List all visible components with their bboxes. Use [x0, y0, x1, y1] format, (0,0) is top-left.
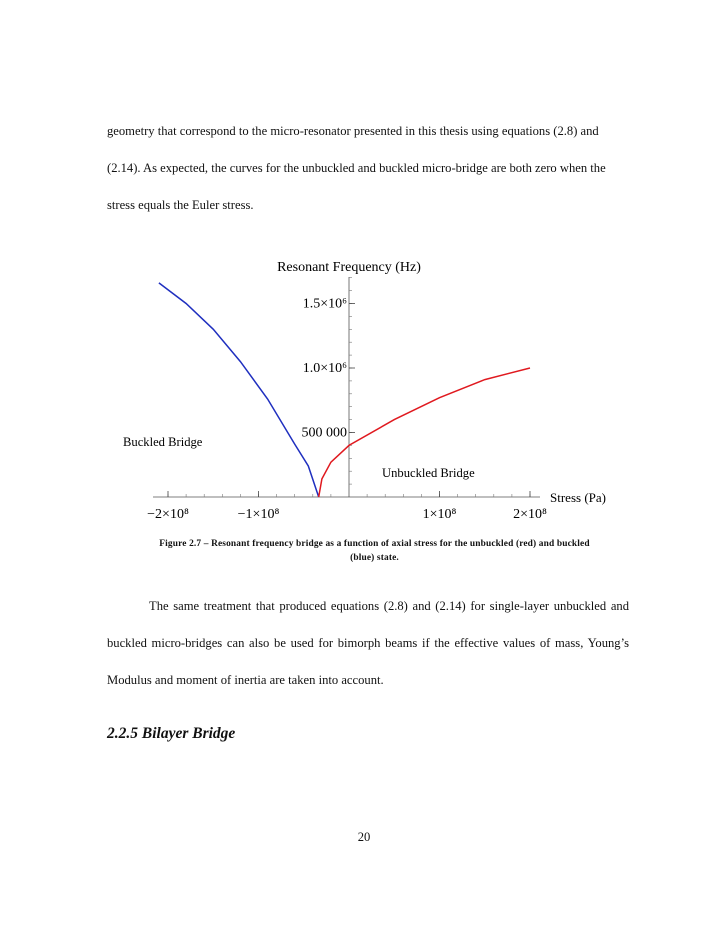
annotation-unbuckled-bridge: Unbuckled Bridge: [382, 466, 475, 480]
caption-line-1: Figure 2.7 – Resonant frequency bridge as a function of axial stress for the unbuckled (red) and buckled: [159, 539, 590, 549]
chart-title: Resonant Frequency (Hz): [277, 260, 421, 275]
x-tick-label: 2×10⁸: [513, 507, 547, 522]
body-paragraph-2: [107, 588, 629, 699]
x-tick-label: −2×10⁸: [147, 507, 189, 522]
page-number: 20: [357, 830, 371, 844]
series-buckled-line: [159, 283, 319, 497]
section-heading: 2.2.5 Bilayer Bridge: [107, 725, 236, 742]
x-axis-label: Stress (Pa): [550, 490, 606, 505]
y-minor-ticks: [349, 278, 352, 484]
y-tick-label: 1.0×10⁶: [302, 361, 347, 376]
body-paragraph-1: geometry that correspond to the micro-resonator presented in this thesis using equations (2.8) and (2.14). As expected, the curves for the unbuckled and buckled micro-bridge are both zero when the stress equals the Euler stress.: [107, 124, 606, 212]
caption-line-2: (blue) state.: [350, 553, 399, 563]
figure-caption: [107, 537, 642, 565]
y-ticks: [302, 297, 356, 441]
paragraph-2-text: The same treatment that produced equations (2.8) and (2.14) for single-layer unbuckled and buckled micro-bridges can also be used for bimorph beams if the effective values of mass, Young’s Modulus and moment of inertia are taken into account.: [107, 599, 629, 687]
y-tick-label: 1.5×10⁶: [302, 296, 347, 312]
x-tick-label: −1×10⁸: [237, 507, 280, 522]
y-tick-label: 500 000: [301, 425, 347, 441]
x-ticks: [147, 491, 547, 522]
x-tick-label: 1×10⁸: [422, 507, 457, 522]
annotation-buckled-bridge: Buckled Bridge: [123, 435, 203, 449]
